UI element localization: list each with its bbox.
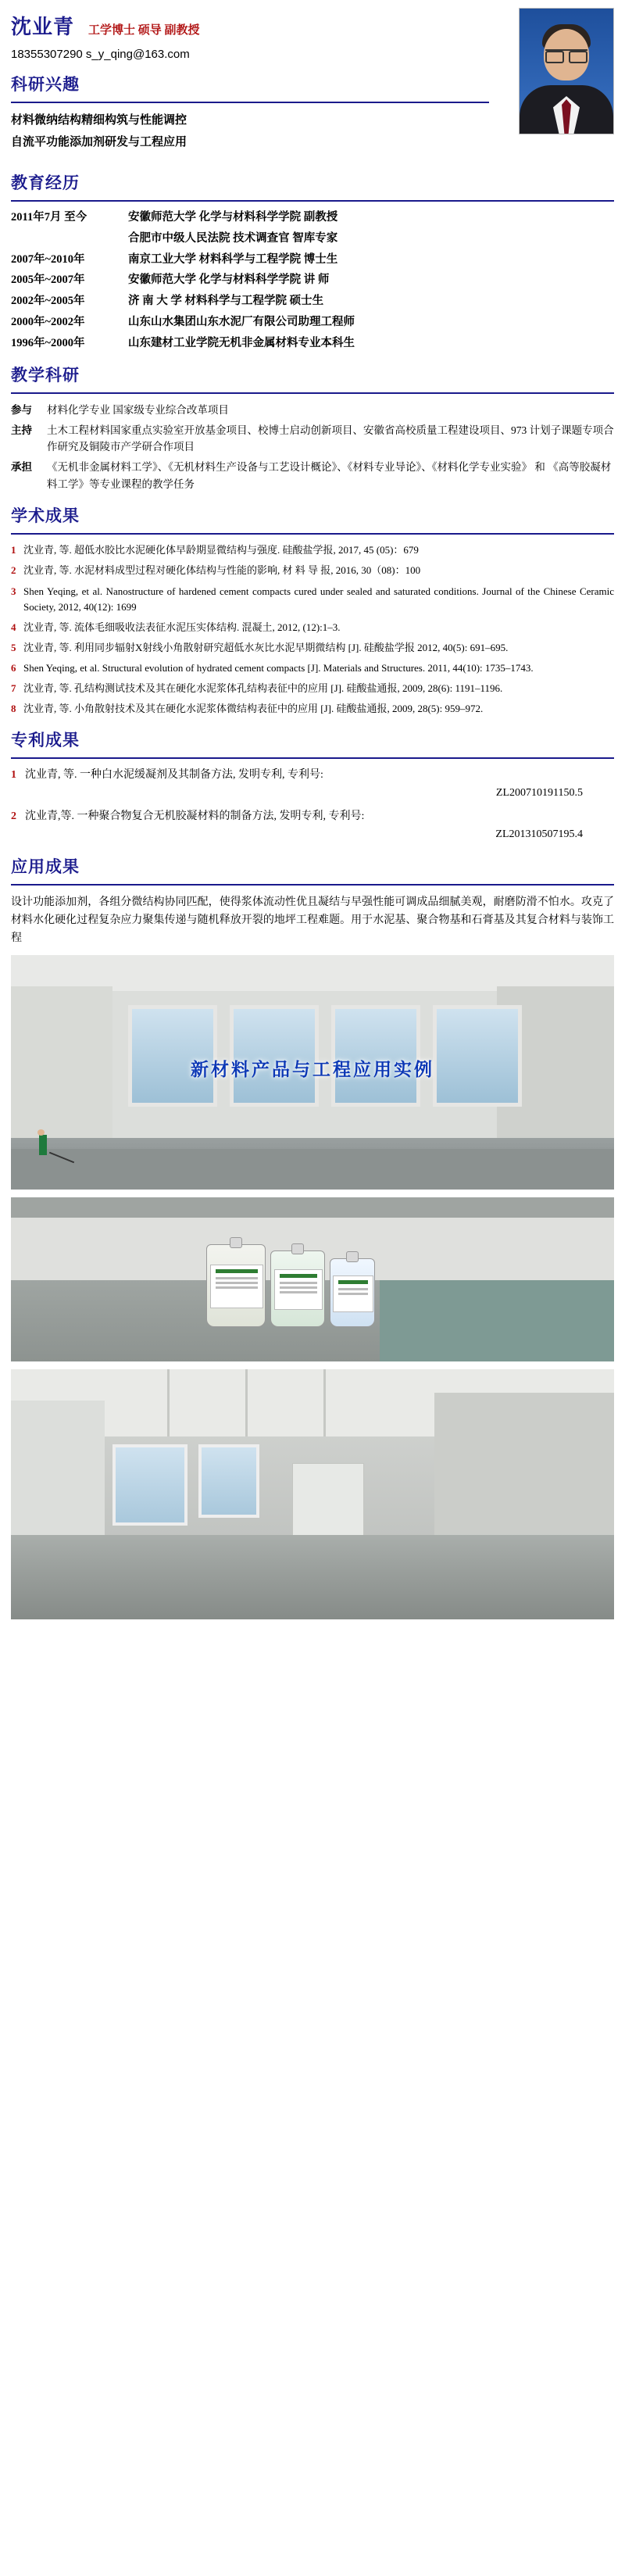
teaching-row [11, 402, 614, 419]
teaching-label: 主持 [11, 424, 32, 436]
teaching-label: 承担 [11, 461, 32, 474]
patent-body [25, 767, 614, 802]
education-year: 2007年~2010年 [11, 252, 85, 266]
paper-item [11, 640, 614, 656]
teaching-value: 材料化学专业 国家级专业综合改革项目 [47, 404, 229, 417]
patent-item [11, 808, 614, 843]
package-label [274, 1269, 323, 1310]
photo-banner-text: 新材料产品与工程应用实例 [191, 1060, 434, 1080]
paper-item [11, 660, 614, 676]
portrait-photo [519, 8, 614, 134]
patent-id: ZL201310507195.4 [495, 828, 583, 840]
product-package [330, 1258, 375, 1327]
patent-text: 沈业青, 等. 一种白水泥缓凝剂及其制备方法, 发明专利, 专利号: [25, 769, 323, 782]
education-text: 济 南 大 学 材料科学与工程学院 硕士生 [128, 295, 324, 307]
header [0, 0, 625, 159]
education-text: 山东山水集团山东水泥厂有限公司助理工程师 [128, 315, 355, 328]
paper-item [11, 620, 614, 635]
education-year: 2011年7月 至今 [11, 211, 88, 224]
paper-text: 沈业青, 等. 超低水胶比水泥硬化体早龄期显微结构与强度. 硅酸盐学报, 2017, 45 (05)：679 [23, 544, 419, 556]
paper-number: 3 [11, 585, 16, 597]
package-cap [291, 1243, 304, 1254]
paper-number: 1 [11, 544, 16, 556]
divider-patents [11, 757, 614, 759]
corridor-floor [11, 1535, 614, 1619]
patent-text: 沈业青,等. 一种聚合物复合无机胶凝材料的制备方法, 发明专利, 专利号: [25, 810, 365, 823]
paper-item [11, 584, 614, 615]
package-cap [346, 1251, 359, 1262]
teaching-row [11, 422, 614, 456]
patent-id: ZL200710191150.5 [495, 786, 583, 799]
photo-corridor [11, 1369, 614, 1619]
corridor-beam [167, 1369, 170, 1436]
teaching-value: 《无机非金属材料工学》、《无机材料生产设备与工艺设计概论》、《材料专业导论》、《材料化学专业实验》 和 《高等胶凝材料工学》等专业课程的教学任务 [47, 461, 612, 490]
paper-item [11, 681, 614, 696]
corridor-window [112, 1444, 188, 1526]
education-year: 1996年~2000年 [11, 336, 85, 349]
photo-products [11, 1197, 614, 1361]
education-row [11, 272, 614, 289]
section-title-interest: 科研兴趣 [11, 75, 80, 94]
product-package [206, 1244, 266, 1327]
patent-number: 2 [11, 810, 16, 823]
paper-text: 沈业青, 等. 利用同步辐射X射线小角散射研究超低水灰比水泥早期微结构 [J]. 硅酸盐学报 2012, 40(5): 691–695. [23, 641, 509, 653]
divider-education [11, 200, 614, 202]
section-title-education: 教育经历 [11, 174, 80, 192]
person-name: 沈业青 [11, 16, 75, 38]
paper-number: 4 [11, 621, 16, 633]
education-year: 2005年~2007年 [11, 274, 85, 287]
education-year: 2002年~2005年 [11, 295, 85, 307]
education-row [11, 252, 614, 269]
worker-figure [39, 1135, 47, 1155]
product-bg-shadow [11, 1197, 614, 1218]
paper-item [11, 701, 614, 717]
paper-item [11, 542, 614, 558]
room-floor-coating [11, 1149, 614, 1190]
paper-number: 8 [11, 703, 16, 715]
patent-number: 1 [11, 769, 16, 782]
education-row [11, 293, 614, 310]
package-cap [230, 1237, 242, 1248]
education-text: 山东建材工业学院无机非金属材料专业本科生 [128, 336, 355, 349]
paper-text: 沈业青, 等. 流体毛细吸收法表征水泥压实体结构. 混凝土, 2012, (12):1–3. [23, 621, 341, 633]
paper-number: 7 [11, 682, 16, 695]
paper-text: 沈业青, 等. 孔结构测试技术及其在硬化水泥浆体孔结构表征中的应用 [J]. 硅酸盐通报, 2009, 28(6): 1191–1196. [23, 682, 503, 695]
divider-application [11, 884, 614, 886]
section-title-patents: 专利成果 [11, 731, 80, 750]
patents-list [11, 767, 614, 843]
person-titles: 工学博士 硕导 副教授 [88, 24, 200, 37]
section-title-application: 应用成果 [11, 857, 80, 877]
divider-papers [11, 533, 614, 535]
package-label [210, 1265, 262, 1308]
education-row [11, 314, 614, 331]
patent-item [11, 767, 614, 802]
corridor-beam [245, 1369, 248, 1436]
product-package [270, 1250, 325, 1327]
paper-text: 沈业青, 等. 小角散射技术及其在硬化水泥浆体微结构表征中的应用 [J]. 硅酸盐通报, 2009, 28(5): 959–972. [23, 703, 484, 715]
contact-info: 18355307290 s_y_qing@163.com [11, 48, 190, 61]
education-text: 安徽师范大学 化学与材料科学学院 副教授 [128, 211, 338, 224]
paper-number: 6 [11, 662, 16, 674]
teaching-label: 参与 [11, 404, 32, 417]
patent-body [25, 808, 614, 843]
corridor-window [198, 1444, 259, 1518]
education-row [11, 209, 614, 227]
teaching-value: 土木工程材料国家重点实验室开放基金项目、校博士启动创新项目、安徽省高校质量工程建设项目、973 计划子课题专项合作研究及铜陵市产学研合作项目 [47, 424, 614, 453]
education-year: 2000年~2002年 [11, 315, 85, 328]
paper-text: Shen Yeqing, et al. Nanostructure of hardened cement compacts cured under sealed and saturated conditions. Journal of the Chinese Ceramic Society, 2012, 40(12): 1699 [23, 585, 614, 613]
education-text: 安徽师范大学 化学与材料科学学院 讲 师 [128, 274, 330, 287]
paper-number: 5 [11, 641, 16, 653]
interest-item-2: 自流平功能添加剂研发与工程应用 [11, 136, 188, 148]
education-subtext: 合肥市中级人民法院 技术调查官 智库专家 [128, 231, 338, 245]
education-list [11, 209, 614, 352]
photo-empty-room [11, 955, 614, 1190]
paper-number: 2 [11, 564, 16, 577]
paper-text: Shen Yeqing, et al. Structural evolution of hydrated cement compacts [J]. Materials and Structures. 2011, 44(10): 1735–1743. [23, 662, 534, 674]
education-row [11, 335, 614, 352]
teaching-row [11, 459, 614, 492]
package-label [333, 1275, 373, 1312]
section-title-teaching: 教学科研 [11, 366, 80, 385]
product-floor-teal [380, 1280, 614, 1361]
divider-interest [11, 102, 489, 103]
corridor-beam [323, 1369, 326, 1436]
education-text: 南京工业大学 材料科学与工程学院 博士生 [128, 252, 338, 266]
papers-list [11, 542, 614, 717]
paper-text: 沈业青, 等. 水泥材料成型过程对硬化体结构与性能的影响, 材 料 导 报, 2016, 30（08)：100 [23, 564, 421, 577]
interest-item-1: 材料微纳结构精细构筑与性能调控 [11, 114, 188, 127]
teaching-list [11, 402, 614, 492]
section-title-papers: 学术成果 [11, 506, 80, 526]
paper-item [11, 563, 614, 578]
portrait-glasses [545, 49, 588, 61]
application-text: 设计功能添加剂，各组分微结构协同匹配，使得浆体流动性优且凝结与早强性能可调成品细腻美观，耐磨防滑不怕水。攻克了材料水化硬化过程复杂应力聚集传递与随机释放开裂的地坪工程难题。用于水泥基、聚合物基和石膏基及其复合材料与装饰工程 [11, 896, 614, 945]
divider-teaching [11, 392, 614, 394]
